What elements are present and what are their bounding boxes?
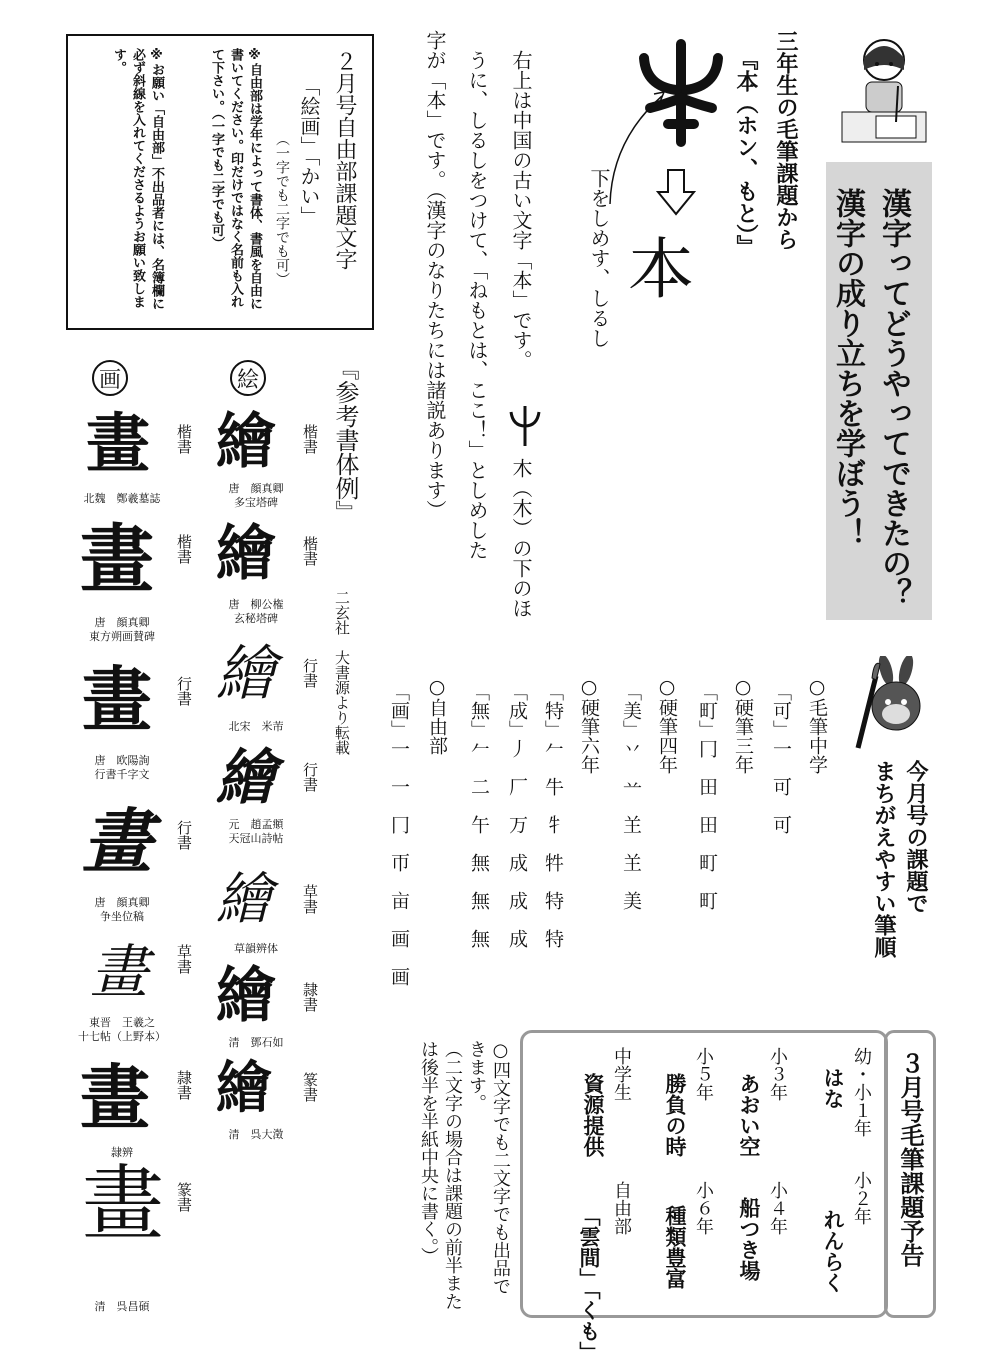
ga-sample-source: 唐 欧陽詢 行書千字文 (94, 754, 150, 781)
e-sample-char: 繪 (216, 1055, 272, 1121)
e-sample-char: 繪 (216, 961, 276, 1031)
e-sample-char: 繪 (216, 867, 272, 932)
preview-grade-5: 小５年 (693, 1047, 714, 1101)
preview-subject-8: 「雲間」「くも」 (577, 1205, 601, 1363)
preview-subject-7: 資源提供 (581, 1073, 605, 1157)
subject-heading: 『本（ホン、もと）』 (733, 48, 758, 257)
free-division-note-2: ※お願い「自由部」不出品者には、名簿欄に必ず斜線を入れてくださるようお願い致します。 (111, 48, 164, 310)
e-sample-source: 唐 顔真卿 多宝塔碑 (228, 482, 284, 509)
preview-grade-8: 自由部 (611, 1181, 632, 1235)
stroke-item-mu: 「無」𠂉 二 午 無 無 無 (468, 682, 490, 948)
preview-subject-3: あおい空 (737, 1073, 761, 1157)
modern-character: 本 (628, 231, 694, 308)
ga-sample-source: 隷辨 (111, 1146, 133, 1159)
stroke-item-ka: 「可」一 可 可 (770, 682, 792, 834)
ga-sample-style: 楷書 (175, 424, 193, 454)
stroke-item-sei: 「成」丿 厂 万 成 成 成 (506, 682, 528, 948)
intro-line-4: 字が「本」です。（漢字のなりたちには諸説あります） (423, 30, 447, 520)
ga-sample-source: 唐 顔真卿 争坐位稿 (94, 896, 150, 923)
e-sample-source: 草韻辨体 (234, 942, 278, 955)
title-line-1: 漢字ってどうやってできたの？ (876, 188, 911, 608)
preview-subject-2: れんらく (821, 1209, 845, 1293)
stroke-group-label-1: ○毛筆中学 (806, 676, 828, 774)
e-sample-style: 行書 (301, 762, 319, 792)
ga-sample-char: 畫 (80, 1056, 150, 1139)
stroke-item-toku: 「特」𠂉 牛 牜 牪 特 特 (542, 682, 564, 948)
free-division-box (66, 34, 374, 330)
preview-grade-6: 小６年 (693, 1181, 714, 1235)
e-sample-style: 楷書 (301, 424, 319, 454)
preview-grade-7: 中学生 (611, 1047, 632, 1101)
preview-grade-3: 小３年 (767, 1047, 788, 1101)
title-line-2: 漢字の成り立ちを学ぼう！ (830, 188, 865, 548)
free-division-paren: （一字でも二字でも可） (274, 132, 290, 286)
stroke-item-bi: 「美」丷 䒑 𦍌 𦍌 美 (620, 682, 642, 910)
e-sample-char: 繪 (216, 519, 276, 589)
rabbit-illustration (850, 656, 934, 752)
ga-sample-source: 唐 顔真卿 東方朔画賛碑 (89, 616, 155, 643)
ga-sample-char: 畫 (90, 938, 149, 1006)
preview-grade-2: 小２年 (851, 1171, 872, 1225)
ga-sample-char: 畫 (82, 658, 152, 741)
e-sample-source: 北宋 米芾 (228, 720, 284, 733)
preview-subject-5: 勝負の時 (663, 1073, 687, 1157)
circle-ga-label: 画 (92, 360, 128, 396)
intro-line-3: うに、しるしをつけて、「ねもとは、ここ！」としめした (465, 50, 489, 560)
intro-line-2: 木（木）の下のほ (509, 458, 533, 618)
e-sample-source: 清 呉大澂 (228, 1128, 284, 1141)
ga-sample-source: 清 呉昌碩 (94, 1300, 150, 1313)
preview-grade-4: 小４年 (767, 1181, 788, 1235)
ga-sample-style: 行書 (175, 676, 193, 706)
circle-e-label: 絵 (230, 360, 266, 396)
reference-heading: 『参考書体例』 (331, 356, 359, 524)
preview-subject-1: はな (821, 1067, 845, 1109)
e-sample-style: 隷書 (301, 982, 319, 1012)
preview-box (520, 1030, 888, 1363)
stroke-group-label-3: ○硬筆四年 (656, 676, 678, 774)
preview-note-1: ○四文字でも二文字でも出品できます。 (466, 1040, 511, 1295)
curved-pointer-icon (602, 80, 672, 214)
e-sample-style: 楷書 (301, 536, 319, 566)
stroke-order-heading-2: まちがえやすい筆順 (871, 760, 896, 958)
ga-sample-style: 楷書 (175, 534, 193, 564)
e-sample-style: 篆書 (301, 1072, 319, 1102)
e-sample-source: 唐 柳公権 玄秘塔碑 (228, 598, 284, 625)
ga-sample-style: 草書 (175, 944, 193, 974)
stroke-order-heading-1: 今月号の課題で (903, 760, 928, 914)
ga-sample-source: 東晋 王羲之 十七帖（上野本） (78, 1016, 166, 1043)
tree-ancient-icon (508, 404, 542, 452)
ga-sample-char: 畫 (82, 1157, 165, 1252)
preview-title: ３月号毛筆課題予告 (896, 1051, 924, 1267)
girl-illustration (836, 30, 932, 150)
preview-subject-6: 種類豊富 (663, 1205, 687, 1289)
stroke-group-label-5: ○自由部 (426, 676, 448, 755)
rabbit-with-brush-icon (850, 656, 934, 752)
stroke-group-label-2: ○硬筆三年 (732, 676, 754, 774)
stroke-item-machi: 「町」冂 田 田 町 町 (696, 682, 718, 910)
ancient-caption: 下をしめす、しるし (587, 168, 611, 348)
stroke-group-label-4: ○硬筆六年 (578, 676, 600, 774)
ga-sample-char: 畫 (86, 407, 150, 482)
ga-sample-style: 篆書 (175, 1182, 193, 1212)
preview-notes (362, 1040, 512, 1310)
grade-heading: 三年生の毛筆課題から (773, 30, 798, 250)
ga-sample-source: 北魏 鄭羲墓誌 (83, 492, 161, 505)
calligraphy-girl-icon (836, 30, 932, 150)
e-sample-style: 草書 (301, 884, 319, 914)
e-sample-source: 清 鄧石如 (228, 1036, 284, 1049)
e-sample-char: 繪 (216, 743, 276, 813)
free-division-note-1: ※自由部は学年によって書体、書風を自由に書いてください。印だけではなく名前も入れて下さい。（一字でも二字でも可） (209, 48, 262, 310)
e-sample-source: 元 趙孟頫 天冠山詩帖 (228, 818, 284, 845)
preview-title-box (884, 1030, 936, 1318)
preview-grade-1: 幼・小１年 (851, 1047, 872, 1137)
e-sample-char: 繪 (216, 639, 276, 709)
e-sample-style: 行書 (301, 658, 319, 688)
stroke-item-ga: 「画」一 一 冂 帀 亩 画 画 (388, 682, 410, 986)
preview-note-2: （二文字の場合は課題の前半または後半を半紙中央に書く。） (418, 1040, 463, 1310)
e-sample-char: 繪 (216, 407, 276, 477)
free-division-subject: 「絵画」「かい」 (297, 76, 321, 226)
reference-source: 二玄社 大書源より転載 (333, 590, 351, 755)
free-division-heading: ２月号自由部課題文字 (332, 50, 357, 270)
ga-sample-char: 畫 (80, 517, 154, 603)
ga-sample-style: 行書 (175, 820, 193, 850)
intro-line-1: 右上は中国の古い文字「本」です。 (509, 50, 533, 370)
title-band (826, 162, 932, 620)
preview-subject-4: 船つき場 (737, 1197, 761, 1281)
ga-sample-char: 畫 (82, 800, 152, 883)
ga-sample-style: 隷書 (175, 1070, 193, 1100)
